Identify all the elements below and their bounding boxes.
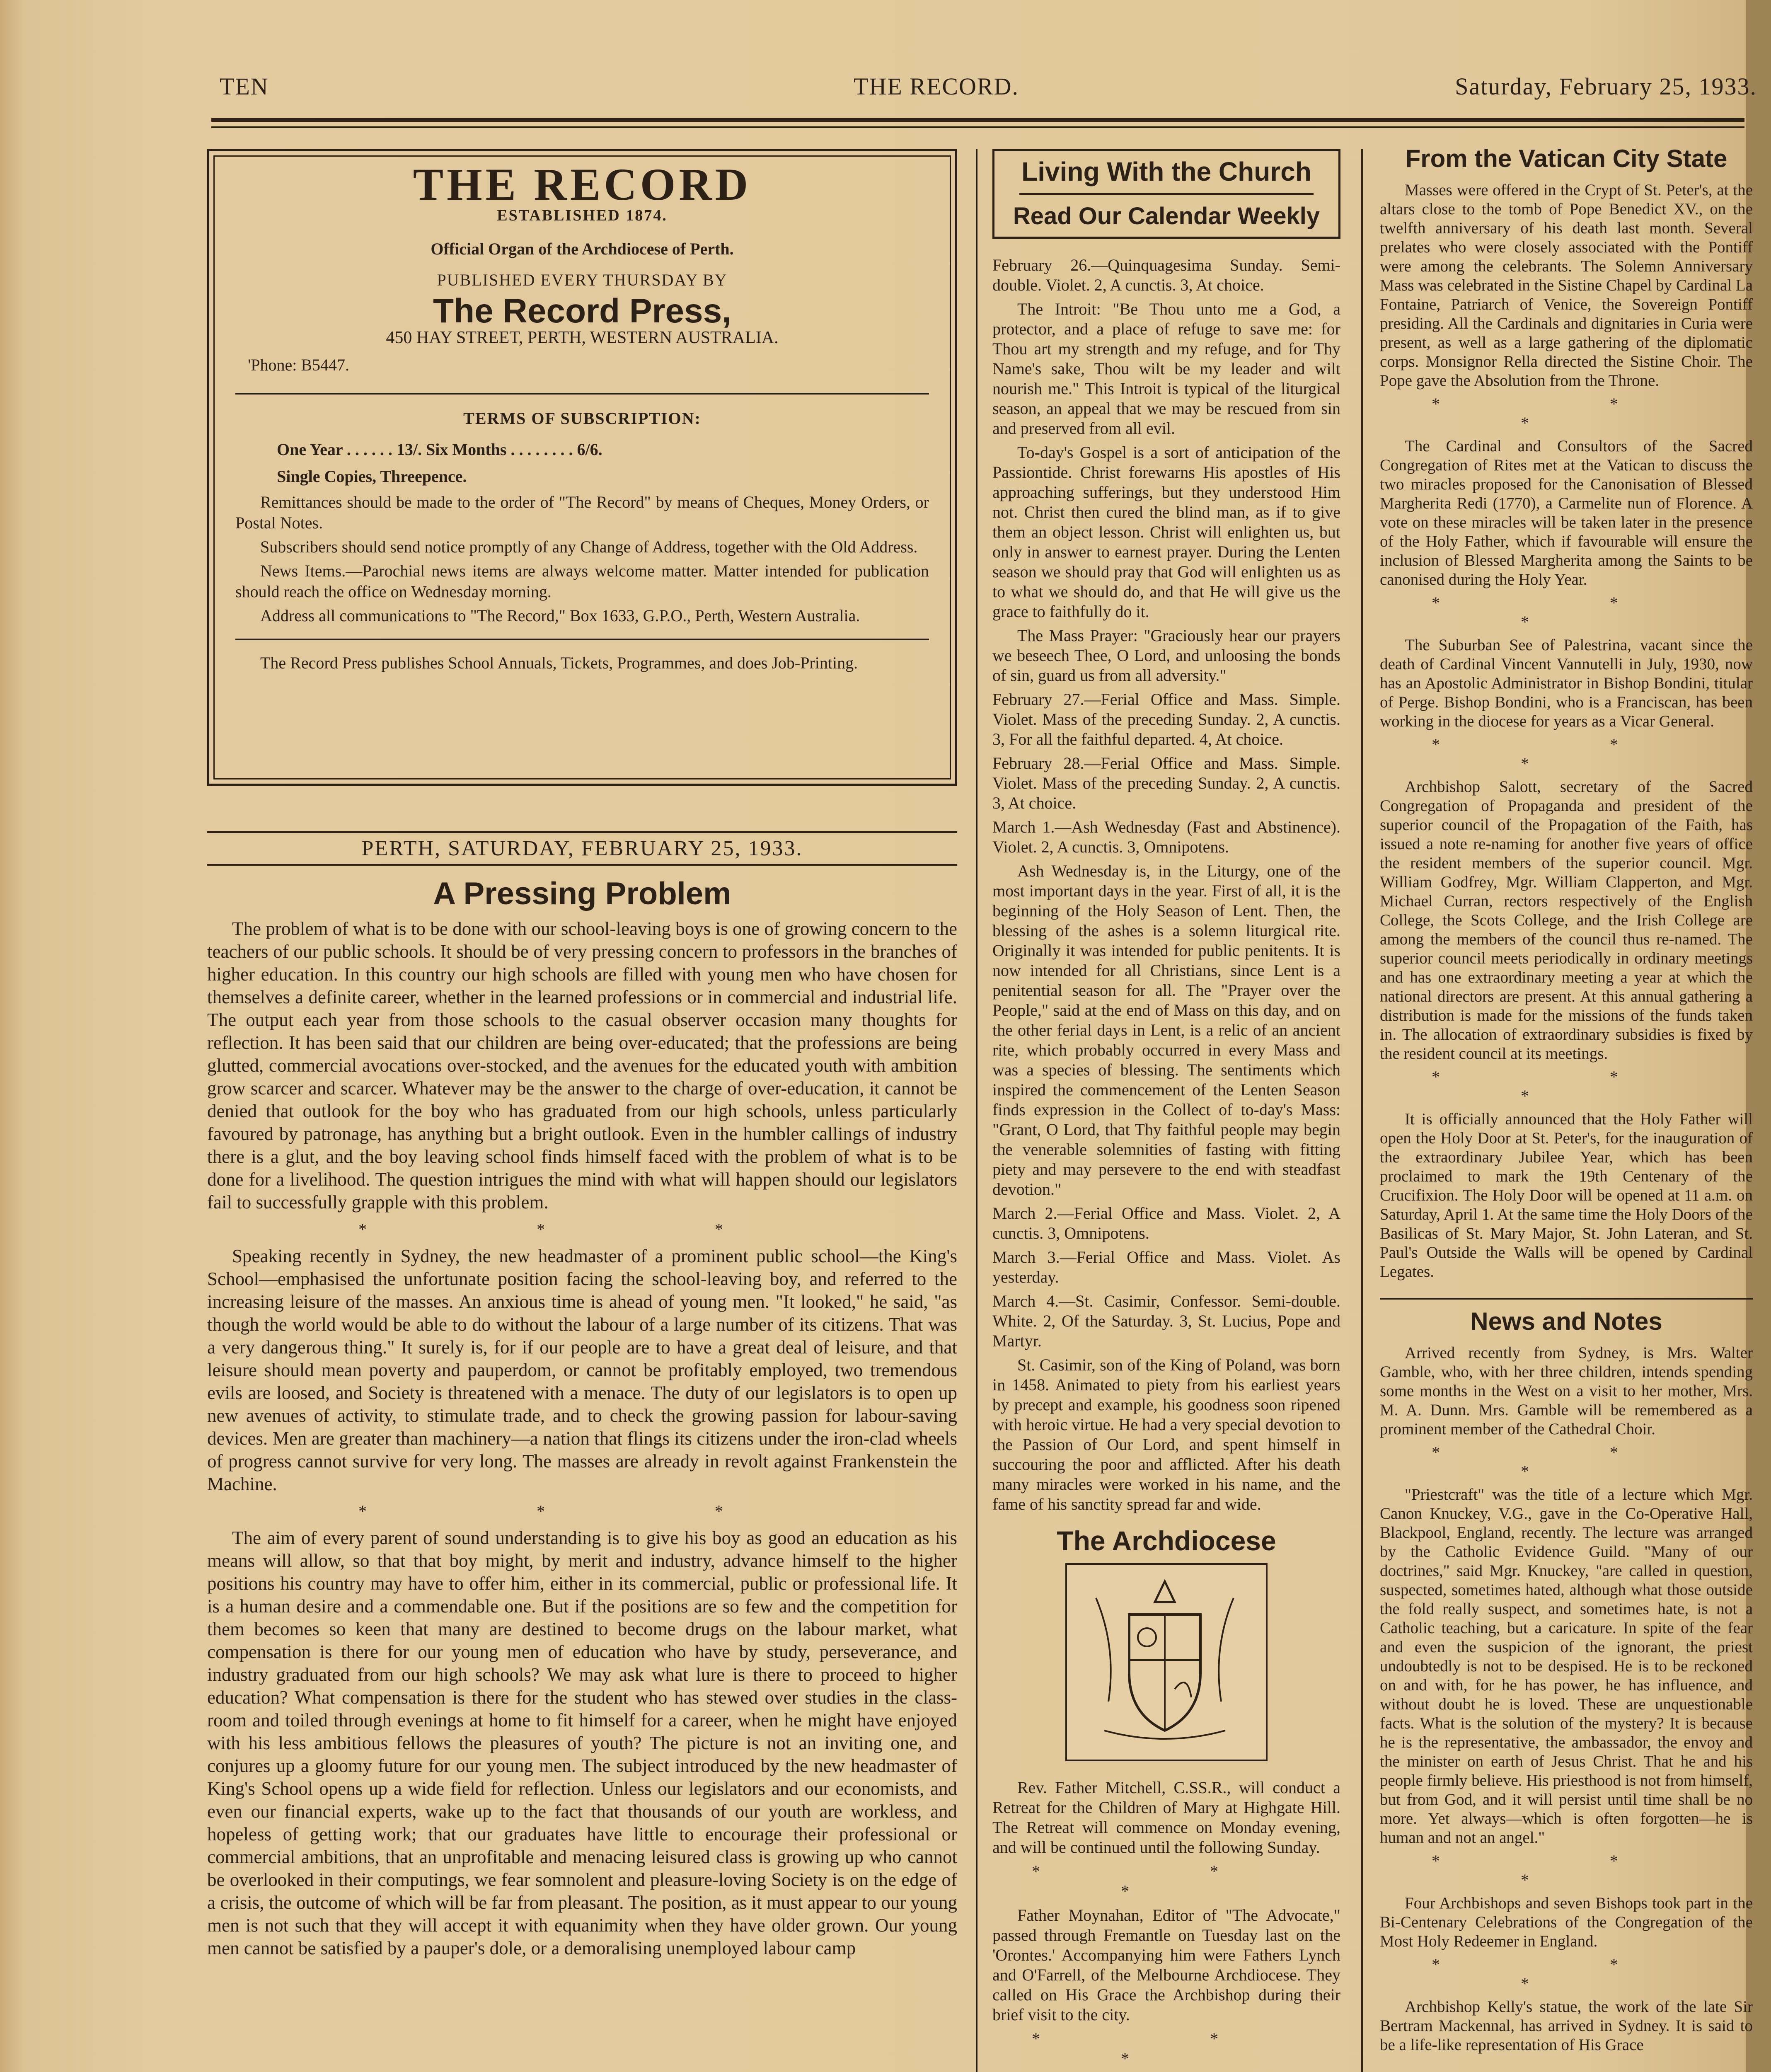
calendar-entry: March 4.—St. Casimir, Confessor. Semi-double. White. 2, Of the Saturday. 3, St. Lucius, Pope and Martyr. [992, 1292, 1340, 1350]
section-stars: * * * [358, 1502, 806, 1520]
calendar-box [992, 149, 1340, 239]
publisher-name: The Record Press, [433, 292, 732, 330]
vatican-item: The Cardinal and Consultors of the Sacred Congregation of Rites met at the Vatican to discuss the two miracles proposed for the Canonisation of Blessed Margherita Redi (1770), a Carmelite nun of Florence. A vote on these miracles will be taken later in the presence of the Holy Father, which if favourable will ensure the inclusion of Blessed Margherita among the Saints to be canonised during the Holy Year. [1380, 437, 1753, 588]
job-printing: The Record Press publishes School Annuals, Tickets, Programmes, and does Job-Printing. [260, 654, 858, 672]
news-items-notice: News Items.—Parochial news items are always welcome matter. Matter intended for publication should reach the office on Wednesday morning. [235, 562, 929, 601]
official-organ: Official Organ of the Archdiocese of Perth. [431, 240, 734, 258]
calendar-entry: The Mass Prayer: "Graciously hear our prayers we beseech Thee, O Lord, and unloosing the bonds of sin, guard us from all adversity." [992, 626, 1340, 685]
header-rule-thin [211, 126, 1744, 128]
phone: 'Phone: B5447. [248, 356, 349, 374]
editorial-paragraph: Speaking recently in Sydney, the new headmaster of a prominent public school—the King's School—emphasised the unfortunate position facing the school-leaving boy, and referred to the increasing leisure of the masses. An anxious time is ahead of young men. "It looked," he said, "as though the world would be able to do without the labour of a large number of its citizens. That was a very dangerous thing." It surely is, for if our people are to have a great deal of leisure, and that leisure should mean poverty and pauperdom, or cannot be profitably employed, two tremendous evils are loosed, and Society is threatened with a menace. The duty of our legislators is to open up new avenues of activity, to stimulate trade, and to check the growing passion for labour-saving devices. Men are greater than machinery—a nation that flings its citizens under the iron-clad wheels of progress cannot survive for very long. The masses are already in revolt against Frankenstein the Machine. [207, 1246, 957, 1494]
column-divider [1361, 149, 1363, 2072]
calendar-entry: February 28.—Ferial Office and Mass. Simple. Violet. Mass of the preceding Sunday. 2, A cunctis. 3, At choice. [992, 754, 1340, 812]
calendar-entry: February 26.—Quinquagesima Sunday. Semi-double. Violet. 2, A cunctis. 3, At choice. [992, 256, 1340, 294]
vatican-item: It is officially announced that the Holy Father will open the Holy Door at St. Peter's, for the inauguration of the extraordinary Jubilee Year, which has been proclaimed to mark the 19th Centenary of the Crucifixion. The Holy Door will be opened at 11 a.m. on Saturday, April 1. At the same time the Holy Doors of the Basilicas of St. Mary Major, St. John Lateran, and St. Paul's Outside the Walls will be opened by Cardinal Legates. [1380, 1110, 1753, 1280]
established: ESTABLISHED 1874. [497, 207, 668, 224]
news-item: Arrived recently from Sydney, is Mrs. Walter Gamble, who, with her three children, intends spending some months in the West on a visit to her mother, Mrs. M. A. Dunn. Mrs. Gamble will be remembered as a prominent member of the Cathedral Choir. [1380, 1344, 1753, 1438]
section-stars: * * * [358, 1220, 806, 1239]
terms-heading: TERMS OF SUBSCRIPTION: [463, 409, 701, 428]
section-stars: * * * [1432, 395, 1701, 432]
vatican-item: Archbishop Salott, secretary of the Sacred Congregation of Propaganda and president of the superior council of the Propagation of the Faith, has issued a note re-naming for another five years of office the resident members of the superior council. Mgr. William Godfrey, Mgr. William Clapperton, and Mgr. Michael Curran, rectors respectively of the English College, the Scots College, and the Irish College are among the members of the council thus re-named. The superior council meets periodically in ordinary meetings and has one extraordinary meeting a year at which the national directors are present. At this annual gathering a distribution is made for the missions of the funds taken in. The allocation of extraordinary subsidies is fixed by the resident council at its meetings. [1380, 778, 1753, 1063]
section-stars: * * * [1432, 735, 1701, 773]
calendar-title: Living With the Church [1021, 157, 1311, 186]
calendar-subtitle: Read Our Calendar Weekly [1013, 203, 1320, 230]
calendar-entry: March 3.—Ferial Office and Mass. Violet. As yesterday. [992, 1248, 1340, 1286]
column-right [1380, 145, 1753, 2059]
subscribers-notice: Subscribers should send notice promptly of any Change of Address, together with the Old Address. [260, 537, 918, 556]
calendar-entry: The Introit: "Be Thou unto me a God, a protector, and a place of refuge to save me: for Thou art my strength and my refuge, and for Thy Name's sake, Thou wilt be my leader and wilt nourish me." This Introit is typical of the liturgical season, an appeal that we may be rescued from sin and preserved from all evil. [992, 300, 1340, 438]
editorial-paragraph: The aim of every parent of sound understanding is to give his boy as good an education as his means will allow, so that that boy might, by merit and industry, advance himself to the higher positions his country may have to offer him, either in its commercial, public or professional life. It is a human desire and a commendable one. But if the positions are so few and the competition for them becomes so keen that many are destined to become drugs on the labour market, what compensation is there for our young men of education who have by study, perseverance, and industry graduated from our high schools? We may ask what lure is there to proceed to higher education? What compensation is there for the student who has stewed over studies in the class-room and toiled through evenings at home to fit himself for a career, when he might have enjoyed with his less ambitious fellows the pleasures of youth? The picture is not an inviting one, and conjures up a gloomy future for our young men. The subject introduced by the new headmaster of King's School opens up a wide field for reflection. Unless our legislators and our economists, and even our financial experts, wake up to the fact that thousands of our youth are workless, and hopeless of getting work; that our graduates have little to encourage their professional or commercial ambitions, that an unprofitable and menacing leisured class is growing up who cannot be overlooked in their computings, we fear somnolent and pleasure-loving Society is on the edge of a crisis, the outcome of which will be far from pleasant. The position, as it must appear to our young men is not such that they will accept it with equanimity when they have older grown. Our young men cannot be satisfied by a pauper's dole, or a demoralising unemployed labour camp [207, 1527, 957, 1958]
editorial-headline: A Pressing Problem [433, 876, 731, 911]
published-by: PUBLISHED EVERY THURSDAY BY [437, 271, 728, 289]
section-stars: * * * [1432, 1955, 1701, 1993]
column-left [207, 149, 957, 1964]
news-item: Four Archbishops and seven Bishops took part in the Bi-Centenary Celebrations of the Congregation of the Most Holy Redeemer in England. [1380, 1894, 1753, 1950]
calendar-entry: Ash Wednesday is, in the Liturgy, one of the most important days in the year. First of all, it is the beginning of the Holy Season of Lent. Then, the blessing of the ashes is a solemn liturgical rite. Originally it was intended for public penitents. It is now intended for all Christians, since Lent is a penitential season for all. The "Prayer over the People," said at the end of Mass on this day, and on the other ferial days in Lent, is a relic of an ancient rite, which probably occurred in every Mass and was a species of blessing. The sentiments which inspired the commencement of the Lenten Season finds expression in the Collect of to-day's Mass: "Grant, O Lord, that Thy faithful people may begin the venerable solemnities of fasting with fitting piety and may persevere to the end with steadfast devotion." [992, 862, 1340, 1198]
calendar-entry: To-day's Gospel is a sort of anticipation of the Passiontide. Christ forewarns His apostles of His approaching sufferings, but they understood Him not. Christ then cured the blind man, as if to give them an object lesson. Christ will enlighten us, but only in answer to earnest prayer. During the Lenten season we should pray that God will enlighten us as to what we should do, and that He will give us the grace to faithfully do it. [992, 443, 1340, 621]
remittances: Remittances should be made to the order of "The Record" by means of Cheques, Money Orders, or Postal Notes. [235, 493, 929, 532]
paper-name: THE RECORD. [854, 73, 1019, 100]
column-middle [992, 149, 1340, 2072]
address-notice: Address all communications to "The Record," Box 1633, G.P.O., Perth, Western Australia. [260, 606, 860, 625]
calendar-entry: March 1.—Ash Wednesday (Fast and Abstinence). Violet. 2, A cunctis. 3, Omnipotens. [992, 818, 1340, 856]
header-rule [211, 118, 1744, 122]
section-stars: * * * [1432, 593, 1701, 631]
vatican-item: Masses were offered in the Crypt of St. Peter's, at the altars close to the tomb of Pope Benedict XV., on the twelfth anniversary of his death last month. Several prelates who were closely associated with the Pontiff were among the celebrants. The Solemn Anniversary Mass was celebrated in the Sistine Chapel by Cardinal La Fontaine, Patriarch of Venice, the Sovereign Pontiff presiding. All the Cardinals and dignitaries in Curia were present, as well as a large gathering of the diplomatic corps. Monsignor Rella directed the Sistine Choir. The Pope gave the Absolution from the Throne. [1380, 181, 1753, 390]
coat-of-arms-emblem [1065, 1563, 1268, 1761]
column-divider [976, 149, 977, 2072]
terms-year: One Year . . . . . . 13/. Six Months . . . . . . . . 6/6. [277, 440, 602, 459]
news-heading: News and Notes [1380, 1298, 1753, 1331]
archdiocese-heading: The Archdiocese [1057, 1525, 1276, 1556]
archdiocese-item: Rev. Father Mitchell, C.SS.R., will conduct a Retreat for the Children of Mary at Highgate Hill. The Retreat will commence on Monday evening, and will be continued until the following Sunday. [992, 1778, 1340, 1857]
archdiocese-item: Father Moynahan, Editor of "The Advocate," passed through Fremantle on Tuesday last on the 'Orontes.' Accompanying him were Fathers Lynch and O'Farrell, of the Melbourne Archdiocese. They called on His Grace the Archbishop during their brief visit to the city. [992, 1906, 1340, 2024]
vatican-item: The Suburban See of Palestrina, vacant since the death of Cardinal Vincent Vannutelli in July, 1930, now has an Apostolic Administrator in Bishop Bondini, titular of Perge. Bishop Bondini, who is a Franciscan, has been working in the diocese for years as a Vicar General. [1380, 636, 1753, 730]
section-stars: * * * [1032, 1862, 1301, 1900]
terms-single: Single Copies, Threepence. [277, 467, 467, 486]
news-item: Archbishop Kelly's statue, the work of the late Sir Bertram Mackennal, has arrived in Sydney. It is said to be a life-like representation of His Grace [1380, 1998, 1753, 2054]
dateline: PERTH, SATURDAY, FEBRUARY 25, 1933. [207, 831, 957, 866]
page-number: TEN [220, 73, 269, 100]
publisher-address: 450 HAY STREET, PERTH, WESTERN AUSTRALIA. [386, 328, 779, 347]
page-header [215, 73, 1765, 122]
section-stars: * * * [1432, 1067, 1701, 1105]
masthead-box [207, 149, 957, 786]
vatican-heading: From the Vatican City State [1405, 145, 1727, 172]
coat-of-arms-icon [1067, 1565, 1263, 1756]
issue-date: Saturday, February 25, 1933. [1455, 73, 1757, 100]
masthead-title: THE RECORD [413, 159, 752, 210]
masthead-rule [235, 639, 929, 640]
calendar-rule [1019, 193, 1314, 195]
calendar-entry: St. Casimir, son of the King of Poland, was born in 1458. Animated to piety from his earliest years by precept and example, his goodness soon ripened with heroic virtue. He had a very special devotion to the Passion of Our Lord, and spent himself in succouring the poor and afflicted. After his death many miracles were worked in his name, and the fame of his sanctity spread far and wide. [992, 1356, 1340, 1513]
section-stars: * * * [1432, 1443, 1701, 1481]
editorial-paragraph: The problem of what is to be done with our school-leaving boys is one of growing concern to the teachers of our public schools. It should be of very pressing concern to professors in the branches of higher education. In this country our high schools are filled with young men who have chosen for themselves a definite career, whether in the learned professions or in commercial and industrial life. The output each year from those schools to the casual observer occasion many thoughts for reflection. It has been said that our children are being over-educated; that the professions are being glutted, commercial avocations over-stocked, and the avenues for the educated youth with ambition grow scarcer and scarcer. Whatever may be the answer to the charge of over-education, it cannot be denied that outlook for the boy who has graduated from our high schools, unless particularly favoured by patronage, has anything but a bright outlook. Even in the humbler callings of industry there is a glut, and the boy leaving school finds himself faced with the problem of what is to be done for a livelihood. The question intrigues the mind with what will happen should our legislators fail to successfully grapple with this problem. [207, 918, 957, 1213]
section-stars: * * * [1432, 1852, 1701, 1889]
calendar-entry: February 27.—Ferial Office and Mass. Simple. Violet. Mass of the preceding Sunday. 2, A cunctis. 3, For all the faithful departed. 4, At choice. [992, 690, 1340, 748]
section-stars: * * * [1032, 2029, 1301, 2068]
masthead-rule [235, 393, 929, 395]
news-item: "Priestcraft" was the title of a lecture which Mgr. Canon Knuckey, V.G., gave in the Co-Operative Hall, Blackpool, England, recently. The lecture was arranged by the Catholic Evidence Guild. "Many of our doctrines," said Mgr. Knuckey, "are called in question, suspected, sometimes hated, although what those outside the fold really suspect, and sometimes hate, is not a Catholic teaching, but a caricature. In spite of the fear and even the suspicion of the ignorant, the priest undoubtedly is not to be despised. He is to be reckoned on and with, for he has power, he has influence, and without doubt he is loved. These are unquestionable facts. What is the solution of the mystery? It is because he is the representative, the ambassador, the envoy and the minister on earth of Jesus Christ. That he and his people firmly believe. His priesthood is not from himself, but from God, and it will persist until time shall be no more. Yet always—which is often forgotten—he is human and not an angel." [1380, 1486, 1753, 1847]
calendar-entry: March 2.—Ferial Office and Mass. Violet. 2, A cunctis. 3, Omnipotens. [992, 1204, 1340, 1242]
